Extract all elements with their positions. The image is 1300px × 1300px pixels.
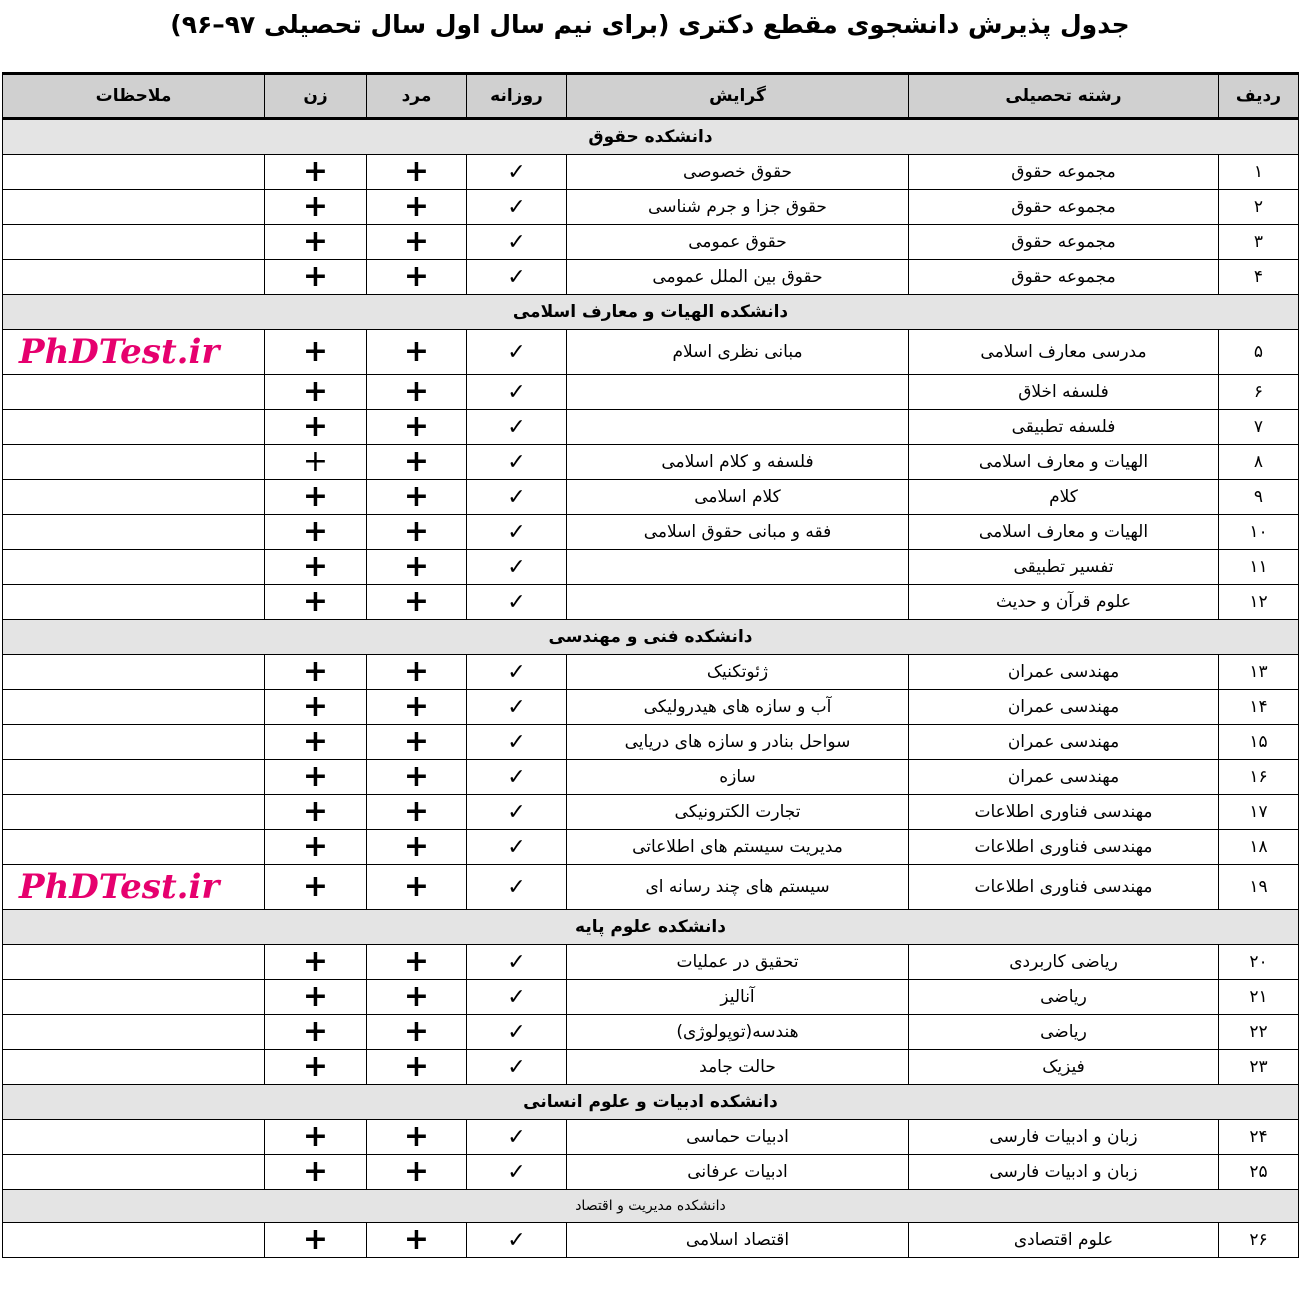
- female-plus-icon: +: [265, 515, 367, 550]
- notes-cell: [3, 1223, 265, 1258]
- specialization-cell: سیستم های چند رسانه ای: [567, 865, 909, 910]
- female-plus-icon: +: [265, 550, 367, 585]
- row-number: ۱۹: [1219, 865, 1299, 910]
- male-plus-icon: +: [367, 410, 467, 445]
- notes-cell: [3, 585, 265, 620]
- male-plus-icon: +: [367, 795, 467, 830]
- row-number: ۱۵: [1219, 725, 1299, 760]
- row-number: ۶: [1219, 375, 1299, 410]
- row-number: ۲۱: [1219, 980, 1299, 1015]
- female-plus-icon: +: [265, 655, 367, 690]
- male-plus-icon: +: [367, 550, 467, 585]
- female-plus-icon: +: [265, 945, 367, 980]
- male-plus-icon: +: [367, 445, 467, 480]
- field-cell: ریاضی: [909, 980, 1219, 1015]
- daily-check-icon: ✓: [467, 1155, 567, 1190]
- male-plus-icon: +: [367, 690, 467, 725]
- daily-check-icon: ✓: [467, 480, 567, 515]
- specialization-cell: [567, 550, 909, 585]
- female-plus-icon: +: [265, 190, 367, 225]
- female-plus-icon: +: [265, 225, 367, 260]
- daily-check-icon: ✓: [467, 410, 567, 445]
- table-row: [3, 795, 1299, 830]
- specialization-cell: [567, 585, 909, 620]
- table-row: [3, 445, 1299, 480]
- row-number: ۷: [1219, 410, 1299, 445]
- field-cell: علوم قرآن و حدیث: [909, 585, 1219, 620]
- male-plus-icon: +: [367, 585, 467, 620]
- row-number: ۱۲: [1219, 585, 1299, 620]
- table-row: [3, 515, 1299, 550]
- female-plus-icon: +: [265, 725, 367, 760]
- table-row: [3, 375, 1299, 410]
- specialization-cell: [567, 375, 909, 410]
- notes-cell: [3, 980, 265, 1015]
- row-number: ۸: [1219, 445, 1299, 480]
- field-cell: مهندسی فناوری اطلاعات: [909, 795, 1219, 830]
- field-cell: زبان و ادبیات فارسی: [909, 1120, 1219, 1155]
- female-plus-icon: +: [265, 585, 367, 620]
- row-number: ۳: [1219, 225, 1299, 260]
- section-row: [3, 119, 1299, 155]
- male-plus-icon: +: [367, 375, 467, 410]
- notes-cell: [3, 830, 265, 865]
- table-row: [3, 585, 1299, 620]
- specialization-cell: اقتصاد اسلامی: [567, 1223, 909, 1258]
- table-row: [3, 760, 1299, 795]
- row-number: ۲۰: [1219, 945, 1299, 980]
- section-title: دانشکده الهیات و معارف اسلامی: [3, 295, 1299, 330]
- field-cell: زبان و ادبیات فارسی: [909, 1155, 1219, 1190]
- field-cell: الهیات و معارف اسلامی: [909, 515, 1219, 550]
- field-cell: ریاضی: [909, 1015, 1219, 1050]
- notes-cell: [3, 410, 265, 445]
- section-row: [3, 1085, 1299, 1120]
- daily-check-icon: ✓: [467, 225, 567, 260]
- row-number: ۲۴: [1219, 1120, 1299, 1155]
- male-plus-icon: +: [367, 1050, 467, 1085]
- section-title: دانشکده ادبیات و علوم انسانی: [3, 1085, 1299, 1120]
- daily-check-icon: ✓: [467, 1120, 567, 1155]
- field-cell: ریاضی کاربردی: [909, 945, 1219, 980]
- female-plus-icon: +: [265, 690, 367, 725]
- male-plus-icon: +: [367, 725, 467, 760]
- row-number: ۲۳: [1219, 1050, 1299, 1085]
- male-plus-icon: +: [367, 945, 467, 980]
- table-row: [3, 155, 1299, 190]
- field-cell: مهندسی فناوری اطلاعات: [909, 830, 1219, 865]
- female-plus-icon: +: [265, 260, 367, 295]
- daily-check-icon: ✓: [467, 655, 567, 690]
- female-plus-icon: +: [265, 445, 367, 480]
- table-row: [3, 330, 1299, 375]
- table-row: [3, 1120, 1299, 1155]
- section-row: [3, 295, 1299, 330]
- field-cell: فلسفه تطبیقی: [909, 410, 1219, 445]
- daily-check-icon: ✓: [467, 190, 567, 225]
- table-row: [3, 690, 1299, 725]
- row-number: ۲: [1219, 190, 1299, 225]
- daily-check-icon: ✓: [467, 260, 567, 295]
- table-row: [3, 225, 1299, 260]
- female-plus-icon: +: [265, 410, 367, 445]
- field-cell: کلام: [909, 480, 1219, 515]
- notes-cell: [3, 375, 265, 410]
- row-number: ۱۸: [1219, 830, 1299, 865]
- header-daily: روزانه: [467, 74, 567, 119]
- row-number: ۴: [1219, 260, 1299, 295]
- specialization-cell: حالت جامد: [567, 1050, 909, 1085]
- specialization-cell: فلسفه و کلام اسلامی: [567, 445, 909, 480]
- male-plus-icon: +: [367, 1015, 467, 1050]
- field-cell: مهندسی فناوری اطلاعات: [909, 865, 1219, 910]
- female-plus-icon: +: [265, 1120, 367, 1155]
- notes-cell: [3, 225, 265, 260]
- specialization-cell: ژئوتکنیک: [567, 655, 909, 690]
- section-title: دانشکده حقوق: [3, 119, 1299, 155]
- field-cell: مجموعه حقوق: [909, 155, 1219, 190]
- female-plus-icon: +: [265, 1155, 367, 1190]
- specialization-cell: سواحل بنادر و سازه های دریایی: [567, 725, 909, 760]
- field-cell: مجموعه حقوق: [909, 260, 1219, 295]
- specialization-cell: فقه و مبانی حقوق اسلامی: [567, 515, 909, 550]
- female-plus-icon: +: [265, 980, 367, 1015]
- notes-cell: [3, 515, 265, 550]
- field-cell: مهندسی عمران: [909, 725, 1219, 760]
- field-cell: تفسیر تطبیقی: [909, 550, 1219, 585]
- specialization-cell: حقوق عمومی: [567, 225, 909, 260]
- notes-cell: [3, 725, 265, 760]
- female-plus-icon: +: [265, 330, 367, 375]
- specialization-cell: ادبیات عرفانی: [567, 1155, 909, 1190]
- section-title: دانشکده علوم پایه: [3, 910, 1299, 945]
- notes-cell: [3, 1015, 265, 1050]
- row-number: ۱۰: [1219, 515, 1299, 550]
- field-cell: مهندسی عمران: [909, 760, 1219, 795]
- header-field: رشته تحصیلی: [909, 74, 1219, 119]
- notes-cell: [3, 690, 265, 725]
- notes-cell: [3, 260, 265, 295]
- notes-cell: [3, 155, 265, 190]
- male-plus-icon: +: [367, 260, 467, 295]
- row-number: ۲۶: [1219, 1223, 1299, 1258]
- table-row: [3, 480, 1299, 515]
- daily-check-icon: ✓: [467, 1015, 567, 1050]
- header-female: زن: [265, 74, 367, 119]
- daily-check-icon: ✓: [467, 945, 567, 980]
- section-title: دانشکده فنی و مهندسی: [3, 620, 1299, 655]
- header-male: مرد: [367, 74, 467, 119]
- specialization-cell: مدیریت سیستم های اطلاعاتی: [567, 830, 909, 865]
- section-row: [3, 910, 1299, 945]
- table-row: [3, 190, 1299, 225]
- table-row: [3, 410, 1299, 445]
- female-plus-icon: +: [265, 480, 367, 515]
- header-notes: ملاحظات: [3, 74, 265, 119]
- table-row: [3, 1050, 1299, 1085]
- female-plus-icon: +: [265, 865, 367, 910]
- watermark-logo: PhDTest.ir: [19, 867, 220, 907]
- daily-check-icon: ✓: [467, 865, 567, 910]
- daily-check-icon: ✓: [467, 795, 567, 830]
- table-row: [3, 1015, 1299, 1050]
- section-row: [3, 620, 1299, 655]
- field-cell: مدرسی معارف اسلامی: [909, 330, 1219, 375]
- daily-check-icon: ✓: [467, 830, 567, 865]
- male-plus-icon: +: [367, 1120, 467, 1155]
- male-plus-icon: +: [367, 980, 467, 1015]
- field-cell: مجموعه حقوق: [909, 225, 1219, 260]
- daily-check-icon: ✓: [467, 725, 567, 760]
- male-plus-icon: +: [367, 330, 467, 375]
- section-title: دانشکده مدیریت و اقتصاد: [3, 1190, 1299, 1223]
- row-number: ۱۷: [1219, 795, 1299, 830]
- notes-cell: [3, 445, 265, 480]
- specialization-cell: آب و سازه های هیدرولیکی: [567, 690, 909, 725]
- field-cell: فیزیک: [909, 1050, 1219, 1085]
- daily-check-icon: ✓: [467, 980, 567, 1015]
- table-row: [3, 260, 1299, 295]
- row-number: ۹: [1219, 480, 1299, 515]
- notes-cell: [3, 330, 265, 375]
- specialization-cell: کلام اسلامی: [567, 480, 909, 515]
- table-row: [3, 830, 1299, 865]
- daily-check-icon: ✓: [467, 375, 567, 410]
- daily-check-icon: ✓: [467, 155, 567, 190]
- specialization-cell: هندسه(توپولوژی): [567, 1015, 909, 1050]
- female-plus-icon: +: [265, 830, 367, 865]
- specialization-cell: حقوق بین الملل عمومی: [567, 260, 909, 295]
- row-number: ۱۶: [1219, 760, 1299, 795]
- male-plus-icon: +: [367, 155, 467, 190]
- field-cell: الهیات و معارف اسلامی: [909, 445, 1219, 480]
- male-plus-icon: +: [367, 1223, 467, 1258]
- daily-check-icon: ✓: [467, 550, 567, 585]
- daily-check-icon: ✓: [467, 1050, 567, 1085]
- row-number: ۵: [1219, 330, 1299, 375]
- notes-cell: [3, 550, 265, 585]
- notes-cell: [3, 1155, 265, 1190]
- watermark-logo: PhDTest.ir: [19, 332, 220, 372]
- table-row: [3, 1223, 1299, 1258]
- notes-cell: [3, 1120, 265, 1155]
- table-row: [3, 865, 1299, 910]
- row-number: ۱۳: [1219, 655, 1299, 690]
- header-row: [3, 74, 1299, 119]
- female-plus-icon: +: [265, 760, 367, 795]
- notes-cell: [3, 945, 265, 980]
- female-plus-icon: +: [265, 1223, 367, 1258]
- table-row: [3, 550, 1299, 585]
- field-cell: مهندسی عمران: [909, 655, 1219, 690]
- row-number: ۱۱: [1219, 550, 1299, 585]
- notes-cell: [3, 190, 265, 225]
- table-row: [3, 980, 1299, 1015]
- female-plus-icon: +: [265, 1050, 367, 1085]
- male-plus-icon: +: [367, 515, 467, 550]
- notes-cell: [3, 655, 265, 690]
- header-specialization: گرایش: [567, 74, 909, 119]
- daily-check-icon: ✓: [467, 1223, 567, 1258]
- male-plus-icon: +: [367, 865, 467, 910]
- specialization-cell: حقوق جزا و جرم شناسی: [567, 190, 909, 225]
- page-title: جدول پذیرش دانشجوی مقطع دکتری (برای نیم سال اول سال تحصیلی ۹۷–۹۶): [170, 10, 1130, 39]
- daily-check-icon: ✓: [467, 760, 567, 795]
- row-number: ۱: [1219, 155, 1299, 190]
- female-plus-icon: +: [265, 375, 367, 410]
- table-row: [3, 945, 1299, 980]
- male-plus-icon: +: [367, 760, 467, 795]
- notes-cell: [3, 760, 265, 795]
- daily-check-icon: ✓: [467, 690, 567, 725]
- male-plus-icon: +: [367, 1155, 467, 1190]
- specialization-cell: ادبیات حماسی: [567, 1120, 909, 1155]
- section-row: [3, 1190, 1299, 1223]
- male-plus-icon: +: [367, 480, 467, 515]
- notes-cell: [3, 795, 265, 830]
- female-plus-icon: +: [265, 155, 367, 190]
- row-number: ۲۲: [1219, 1015, 1299, 1050]
- notes-cell: [3, 1050, 265, 1085]
- field-cell: مجموعه حقوق: [909, 190, 1219, 225]
- male-plus-icon: +: [367, 225, 467, 260]
- row-number: ۲۵: [1219, 1155, 1299, 1190]
- header-row-number: ردیف: [1219, 74, 1299, 119]
- daily-check-icon: ✓: [467, 515, 567, 550]
- field-cell: مهندسی عمران: [909, 690, 1219, 725]
- daily-check-icon: ✓: [467, 330, 567, 375]
- daily-check-icon: ✓: [467, 585, 567, 620]
- notes-cell: [3, 865, 265, 910]
- specialization-cell: حقوق خصوصی: [567, 155, 909, 190]
- field-cell: فلسفه اخلاق: [909, 375, 1219, 410]
- admissions-table: [2, 72, 1299, 1258]
- specialization-cell: مبانی نظری اسلام: [567, 330, 909, 375]
- female-plus-icon: +: [265, 1015, 367, 1050]
- male-plus-icon: +: [367, 655, 467, 690]
- specialization-cell: سازه: [567, 760, 909, 795]
- male-plus-icon: +: [367, 190, 467, 225]
- male-plus-icon: +: [367, 830, 467, 865]
- notes-cell: [3, 480, 265, 515]
- specialization-cell: [567, 410, 909, 445]
- specialization-cell: آنالیز: [567, 980, 909, 1015]
- specialization-cell: تجارت الکترونیکی: [567, 795, 909, 830]
- female-plus-icon: +: [265, 795, 367, 830]
- field-cell: علوم اقتصادی: [909, 1223, 1219, 1258]
- table-row: [3, 725, 1299, 760]
- daily-check-icon: ✓: [467, 445, 567, 480]
- row-number: ۱۴: [1219, 690, 1299, 725]
- table-row: [3, 1155, 1299, 1190]
- table-row: [3, 655, 1299, 690]
- specialization-cell: تحقیق در عملیات: [567, 945, 909, 980]
